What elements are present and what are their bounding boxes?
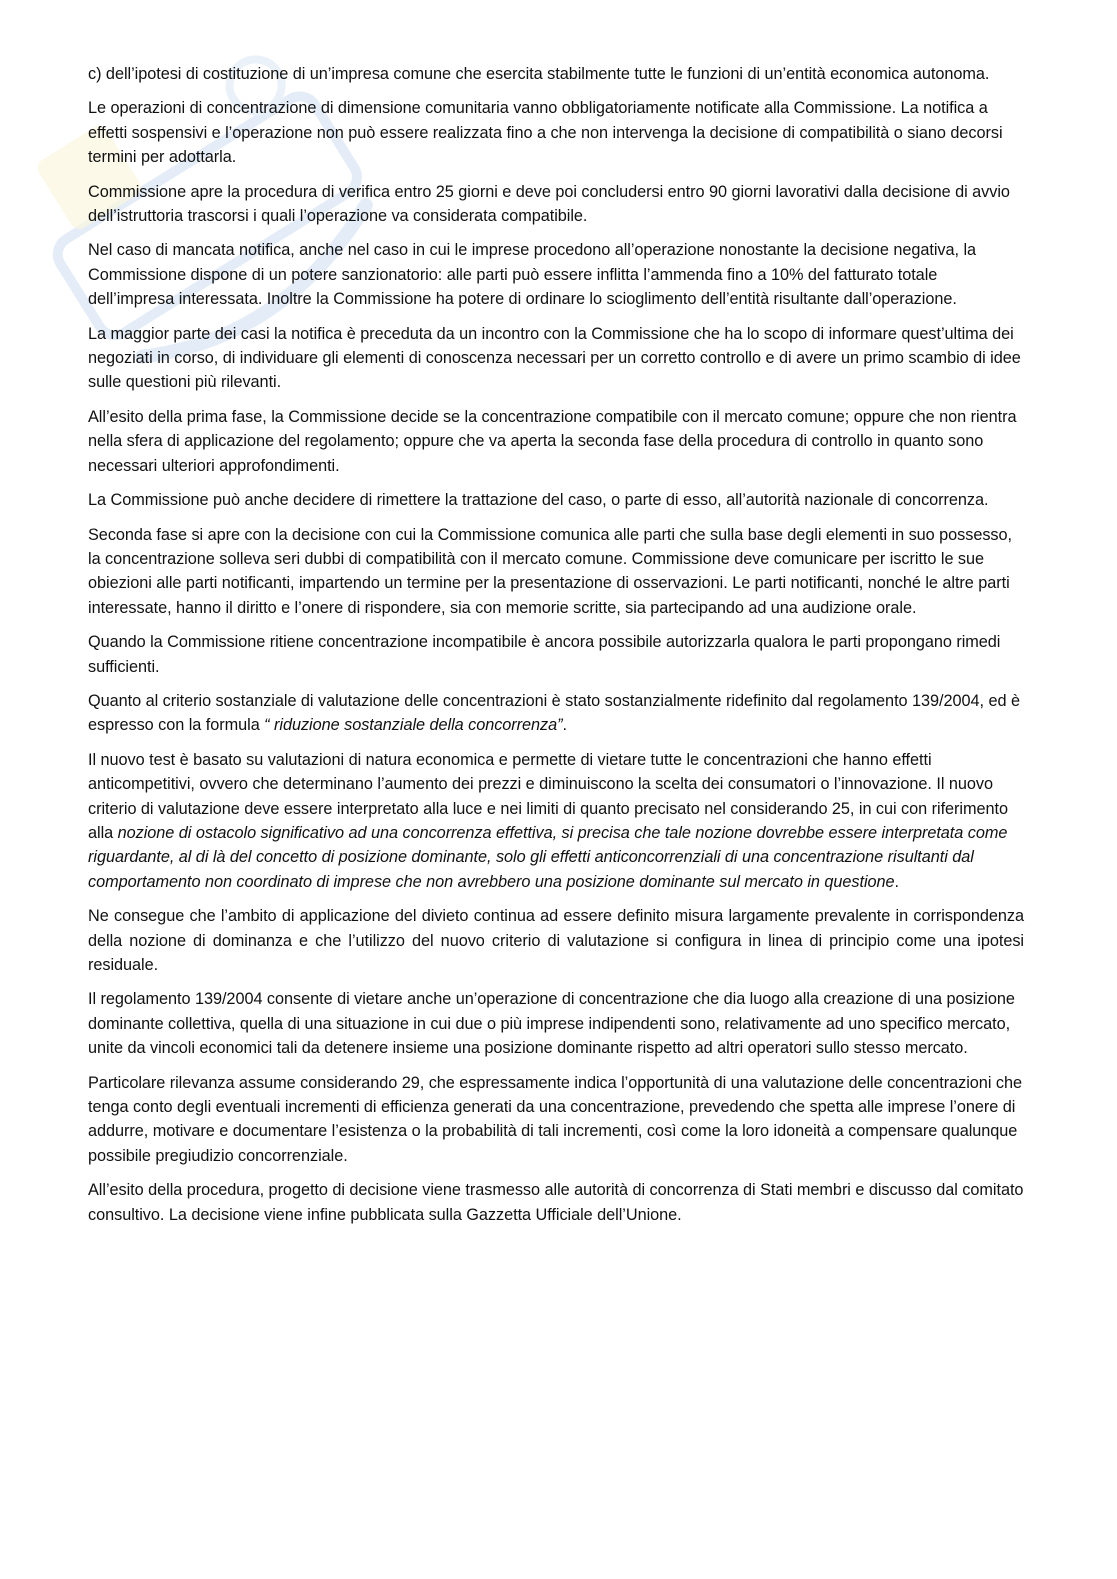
paragraph-text-segment: La Commissione può anche decidere di rimettere la trattazione del caso, o parte di esso, all’autorità nazionale di concorrenza. — [88, 491, 989, 510]
paragraph-p3 — [88, 180, 1024, 229]
paragraph-p13 — [88, 987, 1024, 1060]
paragraph-text-segment: Commissione apre la procedura di verifica entro 25 giorni e deve poi concludersi entro 90 giorni lavorativi dalla decisione di avvio dell’istruttoria trascorsi i quali l’operazione va considerata compatibile. — [88, 182, 1010, 226]
document-page — [88, 62, 1024, 1237]
paragraph-text-segment: Quando la Commissione ritiene concentrazione incompatibile è ancora possibile autorizzarla qualora le parti propongano rimedi sufficienti. — [88, 633, 1001, 676]
paragraph-text-segment: “ riduzione sostanziale della concorrenza” — [264, 716, 563, 735]
paragraph-text-segment: Ne consegue che l’ambito di applicazione del divieto continua ad essere definito misura largamente prevalente in corrispondenza della nozione di dominanza e che l’utilizzo del nuovo criterio di valutazione si configura in linea di principio come una ipotesi residuale. — [88, 907, 1024, 974]
paragraph-text-segment: nozione di ostacolo significativo ad una concorrenza effettiva, si precisa che tale nozione dovrebbe essere interpretata come riguardante, al di là del concetto di posizione dominante, solo gli effetti anticoncorrenziali di una concentrazione risultanti dal comportamento non coordinato di imprese che non avrebbero una posizione dominante sul mercato in questione — [88, 823, 1008, 891]
paragraph-p7 — [88, 488, 1024, 512]
paragraph-p14 — [88, 1071, 1024, 1169]
paragraph-text-segment: Quanto al criterio sostanziale di valutazione delle concentrazioni è stato sostanzialmente ridefinito dal regolamento 139/2004, ed è espresso con la formula — [88, 691, 1020, 735]
paragraph-p6 — [88, 405, 1024, 478]
paragraph-p10 — [88, 689, 1024, 738]
paragraph-text-segment: Le operazioni di concentrazione di dimensione comunitaria vanno obbligatoriamente notificate alla Commissione. La notifica a effetti sospensivi e l’operazione non può essere realizzata fino a che non intervenga la decisione di compatibilità o siano decorsi termini per adottarla. — [88, 99, 1003, 167]
paragraph-p8 — [88, 523, 1024, 621]
paragraph-text-segment: Il regolamento 139/2004 consente di vietare anche un’operazione di concentrazione che dia luogo alla creazione di una posizione dominante collettiva, quella di una situazione in cui due o più imprese indipendenti sono, relativamente ad uno specifico mercato, unite da vincoli economici tali da detenere insieme una posizione dominante rispetto ad altri operatori sullo stesso mercato. — [88, 990, 1015, 1058]
paragraph-text-segment: Nel caso di mancata notifica, anche nel caso in cui le imprese procedono all’operazione nonostante la decisione negativa, la Commissione dispone di un potere sanzionatorio: alle parti può essere inflitta l’ammenda fino a 10% del fatturato totale dell’impresa interessata. Inoltre la Commissione ha potere di ordinare lo scioglimento dell’entità risultante dall’operazione. — [88, 241, 977, 309]
paragraph-text-segment: All’esito della procedura, progetto di decisione viene trasmesso alle autorità di concorrenza di Stati membri e discusso dal comitato consultivo. La decisione viene infine pubblicata sulla Gazzetta Ufficiale dell’Unione. — [88, 1181, 1024, 1224]
paragraph-text-segment: Il nuovo test è basato su valutazioni di natura economica e permette di vietare tutte le concentrazioni che hanno effetti anticompetitivi, ovvero che determinano l’aumento dei prezzi e diminuiscono la scelta dei consumatori o l’innovazione. Il nuovo criterio di valutazione deve essere interpretato alla luce e nei limiti di quanto precisato nel considerando 25, in cui con riferimento alla — [88, 750, 1008, 842]
paragraph-p15 — [88, 1178, 1024, 1227]
paragraph-text-segment: . — [562, 716, 568, 735]
paragraph-p4 — [88, 238, 1024, 311]
paragraph-p12 — [88, 904, 1024, 977]
paragraph-p2 — [88, 96, 1024, 169]
paragraph-p1 — [88, 62, 1024, 86]
paragraph-text-segment: Seconda fase si apre con la decisione con cui la Commissione comunica alle parti che sulla base degli elementi in suo possesso, la concentrazione solleva seri dubbi di compatibilità con il mercato comune. Commissione deve comunicare per iscritto le sue obiezioni alle parti notificanti, impartendo un termine per la presentazione di osservazioni. Le parti notificanti, nonché le altre parti interessate, hanno il diritto e l’onere di rispondere, sia con memorie scritte, sia partecipando ad una audizione orale. — [88, 525, 1013, 617]
paragraph-text-segment: All’esito della prima fase, la Commissione decide se la concentrazione compatibile con il mercato comune; oppure che non rientra nella sfera di applicazione del regolamento; oppure che va aperta la seconda fase della procedura di controllo in quanto sono necessari ulteriori approfondimenti. — [88, 407, 1017, 475]
paragraph-text-segment: c) dell’ipotesi di costituzione di un’impresa comune che esercita stabilmente tutte le funzioni di un’entità economica autonoma. — [88, 65, 990, 83]
paragraph-text-segment: Particolare rilevanza assume considerando 29, che espressamente indica l’opportunità di una valutazione delle concentrazioni che tenga conto degli eventuali incrementi di efficienza generati da una concentrazione, prevedendo che spetta alle imprese l’onere di addurre, motivare e documentare l’esistenza o la probabilità di tali incrementi, così come la loro idoneità a compensare qualunque possibile pregiudizio concorrenziale. — [88, 1073, 1022, 1165]
paragraph-p5 — [88, 322, 1024, 395]
paragraph-text-segment: . — [894, 872, 900, 891]
paragraph-p11 — [88, 748, 1024, 894]
paragraph-p9 — [88, 630, 1024, 679]
paragraph-text-segment: La maggior parte dei casi la notifica è preceduta da un incontro con la Commissione che ha lo scopo di informare quest’ultima dei negoziati in corso, di individuare gli elementi di conoscenza necessari per un corretto controllo e di avere un primo scambio di idee sulle questioni più rilevanti. — [88, 324, 1021, 392]
